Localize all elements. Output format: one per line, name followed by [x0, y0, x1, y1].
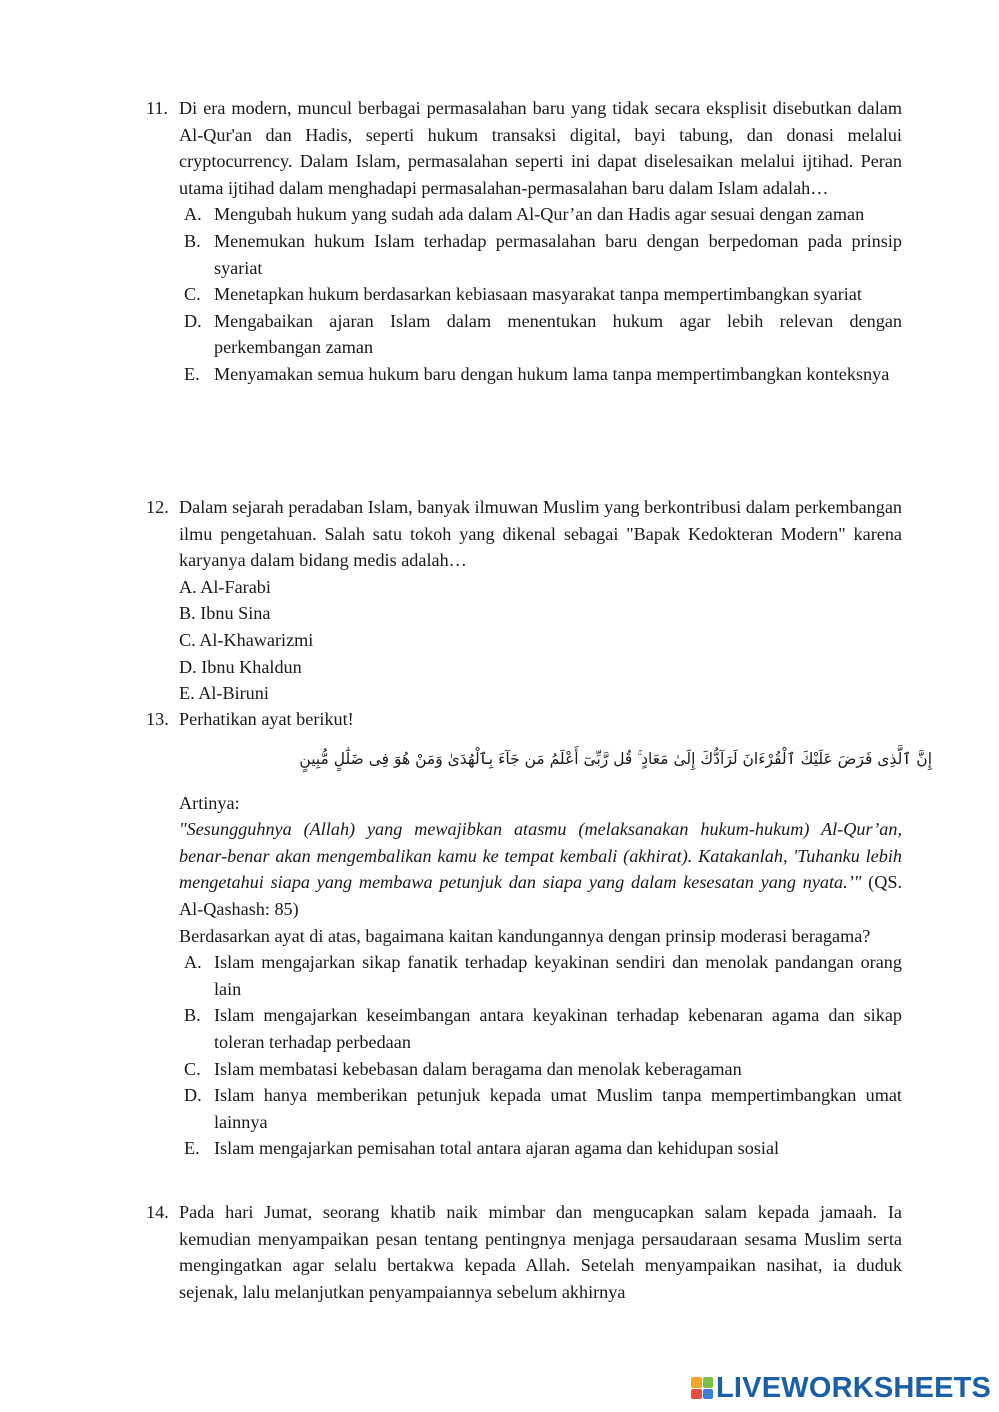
option-letter: D. — [184, 1085, 202, 1106]
option-e[interactable] — [179, 361, 902, 388]
option-letter: A. — [184, 952, 202, 973]
arabic-verse: إِنَّ ٱلَّذِى فَرَضَ عَلَيْكَ ٱلْقُرْءَانَ لَرَآدُّكَ إِلَىٰ مَعَادٍ ۚ قُل رَّبِّىٓ أَعْلَمُ مَن جَآءَ بِٱلْهُدَىٰ وَمَنْ هُوَ فِى ضَلَٰلٍ مُّبِينٍ — [299, 749, 932, 768]
option-d[interactable]: D. Ibnu Khaldun — [179, 656, 302, 677]
liveworksheets-logo — [691, 1373, 991, 1403]
option-a[interactable] — [179, 201, 902, 228]
question-14 — [146, 1199, 902, 1305]
question-13 — [146, 706, 932, 1162]
option-letter: E. — [184, 1138, 200, 1159]
option-b[interactable]: B. Ibnu Sina — [179, 603, 271, 624]
translation-text: "Sesungguhnya (Allah) yang mewajibkan atasmu (melaksanakan hukum-hukum) Al-Qur’an, benar-benar akan mengembalikan kamu ke tempat kembali (akhirat). Katakanlah, 'Tuhanku lebih mengetahui siapa yang membawa petunjuk dan siapa yang dalam kesesatan yang nyata.’" — [179, 819, 902, 893]
option-text: Menetapkan hukum berdasarkan kebiasaan masyarakat tanpa mempertimbangkan syariat — [214, 284, 862, 305]
option-list — [179, 949, 902, 1162]
translation-source: (QS. Al-Qashash: 85) — [179, 872, 902, 919]
option-text: Mengubah hukum yang sudah ada dalam Al-Qur’an dan Hadis agar sesuai dengan zaman — [214, 204, 865, 225]
option-e[interactable]: E. Al-Biruni — [179, 683, 269, 704]
option-letter: E. — [184, 363, 200, 384]
question-12 — [146, 494, 902, 707]
option-c[interactable]: C. Al-Khawarizmi — [179, 629, 314, 650]
option-text: Islam mengajarkan pemisahan total antara ajaran agama dan kehidupan sosial — [214, 1138, 780, 1159]
translation-label: Artinya: — [179, 792, 240, 813]
option-letter: D. — [184, 310, 202, 331]
question-number: 12. — [146, 497, 169, 517]
option-list — [179, 201, 902, 387]
option-text: Mengabaikan ajaran Islam dalam menentukan hukum agar lebih relevan dengan perkembangan zaman — [214, 310, 902, 358]
option-letter: C. — [184, 1058, 201, 1079]
option-e[interactable] — [179, 1135, 902, 1162]
question-prompt: Berdasarkan ayat di atas, bagaimana kaitan kandungannya dengan prinsip moderasi beragama? — [179, 925, 871, 946]
option-letter: A. — [184, 204, 202, 225]
question-text: Di era modern, muncul berbagai permasalahan baru yang tidak secara eksplisit disebutkan dalam Al-Qur'an dan Hadis, seperti hukum transaksi digital, bayi tabung, dan donasi melalui cryptocurrency. Dalam Islam, permasalahan seperti ini dapat diselesaikan melalui ijtihad. Peran utama ijtihad dalam menghadapi permasalahan-permasalahan baru dalam Islam adalah… — [179, 98, 902, 198]
option-letter: C. — [184, 284, 201, 305]
option-list — [179, 574, 902, 707]
question-text: Pada hari Jumat, seorang khatib naik mimbar dan mengucapkan salam kepada jamaah. Ia kemudian menyampaikan pesan tentang pentingnya menjaga persaudaraan sesama Muslim serta mengingatkan agar selalu bertakwa kepada Allah. Setelah menyampaikan nasihat, ia duduk sejenak, lalu melanjutkan penyampaiannya sebelum akhirnya — [179, 1202, 902, 1302]
option-c[interactable] — [179, 1056, 902, 1083]
question-11 — [146, 95, 902, 388]
option-d[interactable] — [179, 308, 902, 361]
option-text: Menemukan hukum Islam terhadap permasalahan baru dengan berpedoman pada prinsip syariat — [214, 230, 902, 278]
verse-translation — [179, 816, 902, 922]
question-text: Dalam sejarah peradaban Islam, banyak ilmuwan Muslim yang berkontribusi dalam perkembangan ilmu pengetahuan. Salah satu tokoh yang dikenal sebagai "Bapak Kedokteran Modern" karena karyanya dalam bidang medis adalah… — [179, 497, 902, 571]
option-a[interactable] — [179, 949, 902, 1002]
option-text: Islam mengajarkan sikap fanatik terhadap keyakinan sendiri dan menolak pandangan orang lain — [214, 952, 902, 999]
question-number: 13. — [146, 709, 169, 729]
option-c[interactable] — [179, 281, 902, 308]
logo-mark-icon — [691, 1377, 713, 1399]
option-text: Islam mengajarkan keseimbangan antara keyakinan terhadap kebenaran agama dan sikap toleran terhadap perbedaan — [214, 1005, 902, 1052]
brand-name: LIVEWORKSHEETS — [716, 1372, 992, 1404]
option-b[interactable] — [179, 1002, 902, 1055]
question-number: 11. — [146, 98, 169, 118]
option-text: Islam membatasi kebebasan dalam beragama dan menolak keberagaman — [214, 1058, 742, 1079]
option-text: Menyamakan semua hukum baru dengan hukum lama tanpa mempertimbangkan konteksnya — [214, 363, 890, 384]
question-text: Perhatikan ayat berikut! — [179, 709, 354, 729]
question-number: 14. — [146, 1202, 169, 1222]
option-letter: B. — [184, 230, 201, 251]
option-text: Islam hanya memberikan petunjuk kepada umat Muslim tanpa mempertimbangkan umat lainnya — [214, 1085, 902, 1132]
option-b[interactable] — [179, 228, 902, 281]
option-a[interactable]: A. Al-Farabi — [179, 576, 271, 597]
option-letter: B. — [184, 1005, 201, 1026]
option-d[interactable] — [179, 1082, 902, 1135]
